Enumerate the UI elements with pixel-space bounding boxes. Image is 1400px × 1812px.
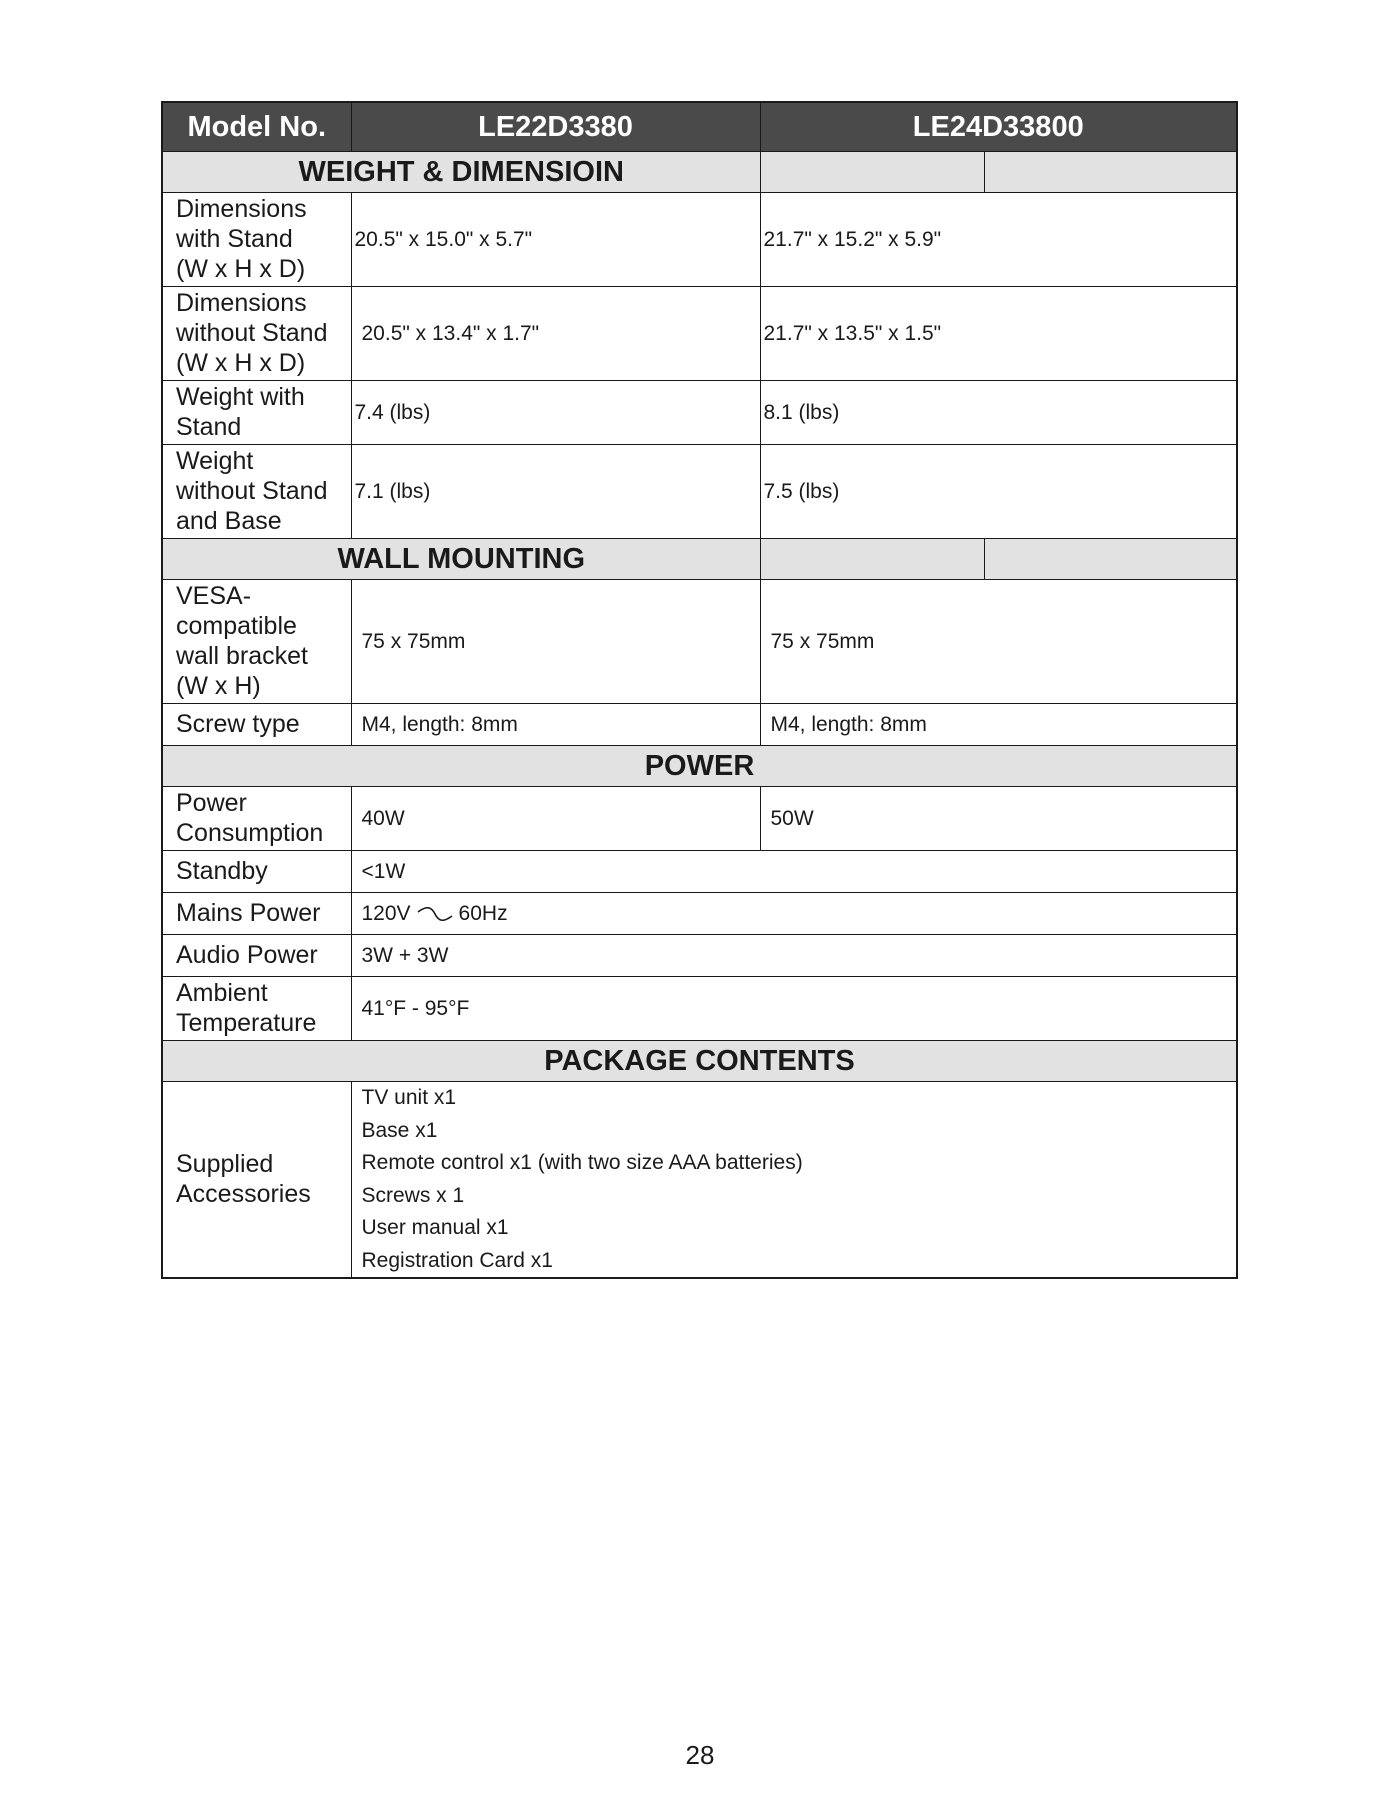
section-title-power: POWER <box>162 746 1237 787</box>
table-row <box>162 580 1237 704</box>
value-mains <box>351 893 1237 935</box>
table-row <box>162 1082 1237 1279</box>
row-label-vesa: VESA- compatible wall bracket (W x H) <box>162 580 351 704</box>
row-label-accessories: Supplied Accessories <box>162 1082 351 1279</box>
section-empty-cell <box>760 539 984 580</box>
table-row <box>162 381 1237 445</box>
model-label-header: Model No. <box>162 102 351 152</box>
model-a-header: LE22D3380 <box>351 102 760 152</box>
row-label-power-consumption: Power Consumption <box>162 787 351 851</box>
page-number: 28 <box>685 1740 715 1770</box>
value-b-dim-without-stand: 21.7" x 13.5" x 1.5" <box>760 287 1237 381</box>
value-a-power-consumption: 40W <box>351 787 760 851</box>
value-a-weight-without-stand: 7.1 (lbs) <box>351 445 760 539</box>
section-row-package <box>162 1041 1237 1082</box>
row-label-audio: Audio Power <box>162 935 351 977</box>
value-b-dim-with-stand: 21.7" x 15.2" x 5.9" <box>760 193 1237 287</box>
row-label-screw: Screw type <box>162 704 351 746</box>
mains-frequency: 60Hz <box>458 901 508 925</box>
value-b-vesa: 75 x 75mm <box>760 580 1237 704</box>
list-item: Screws x 1 <box>361 1183 465 1207</box>
list-item: Base x1 <box>361 1118 438 1142</box>
value-a-weight-with-stand: 7.4 (lbs) <box>351 381 760 445</box>
spec-table <box>161 101 1238 1279</box>
row-label-ambient: Ambient Temperature <box>162 977 351 1041</box>
value-b-power-consumption: 50W <box>760 787 1237 851</box>
list-item: User manual x1 <box>361 1216 509 1239</box>
row-label-dim-with-stand: Dimensions with Stand (W x H x D) <box>162 193 351 287</box>
section-title-package: PACKAGE CONTENTS <box>162 1041 1237 1082</box>
value-ambient: 41°F - 95°F <box>351 977 1237 1041</box>
table-row <box>162 445 1237 539</box>
value-audio: 3W + 3W <box>351 935 1237 977</box>
section-row-weight <box>162 152 1237 193</box>
list-item: Remote control x1 (with two size AAA batteries) <box>361 1151 803 1174</box>
row-label-weight-with-stand: Weight with Stand <box>162 381 351 445</box>
row-label-mains: Mains Power <box>162 893 351 935</box>
table-row <box>162 787 1237 851</box>
value-a-screw: M4, length: 8mm <box>351 704 760 746</box>
value-b-weight-without-stand: 7.5 (lbs) <box>760 445 1237 539</box>
section-empty-cell <box>760 152 984 193</box>
row-label-standby: Standby <box>162 851 351 893</box>
table-row <box>162 287 1237 381</box>
list-item: Registration Card x1 <box>361 1248 553 1272</box>
table-row <box>162 851 1237 893</box>
value-standby: <1W <box>351 851 1237 893</box>
section-title-weight: WEIGHT & DIMENSIOIN <box>162 152 760 193</box>
value-a-dim-with-stand: 20.5" x 15.0" x 5.7" <box>351 193 760 287</box>
row-label-weight-without-stand: Weight without Stand and Base <box>162 445 351 539</box>
table-row <box>162 935 1237 977</box>
accessories-list <box>351 1082 1237 1279</box>
section-row-power <box>162 746 1237 787</box>
table-row <box>162 977 1237 1041</box>
value-a-dim-without-stand: 20.5" x 13.4" x 1.7" <box>351 287 760 381</box>
value-b-screw: M4, length: 8mm <box>760 704 1237 746</box>
table-row <box>162 193 1237 287</box>
ac-wave-icon <box>417 907 453 921</box>
section-empty-cell <box>984 152 1237 193</box>
list-item: TV unit x1 <box>361 1086 457 1109</box>
mains-voltage: 120V <box>361 901 411 925</box>
table-row <box>162 893 1237 935</box>
section-title-wall: WALL MOUNTING <box>162 539 760 580</box>
table-row <box>162 704 1237 746</box>
section-empty-cell <box>984 539 1237 580</box>
model-b-header: LE24D33800 <box>760 102 1237 152</box>
section-row-wall <box>162 539 1237 580</box>
value-b-weight-with-stand: 8.1 (lbs) <box>760 381 1237 445</box>
value-a-vesa: 75 x 75mm <box>351 580 760 704</box>
table-header-row <box>162 102 1237 152</box>
row-label-dim-without-stand: Dimensions without Stand (W x H x D) <box>162 287 351 381</box>
